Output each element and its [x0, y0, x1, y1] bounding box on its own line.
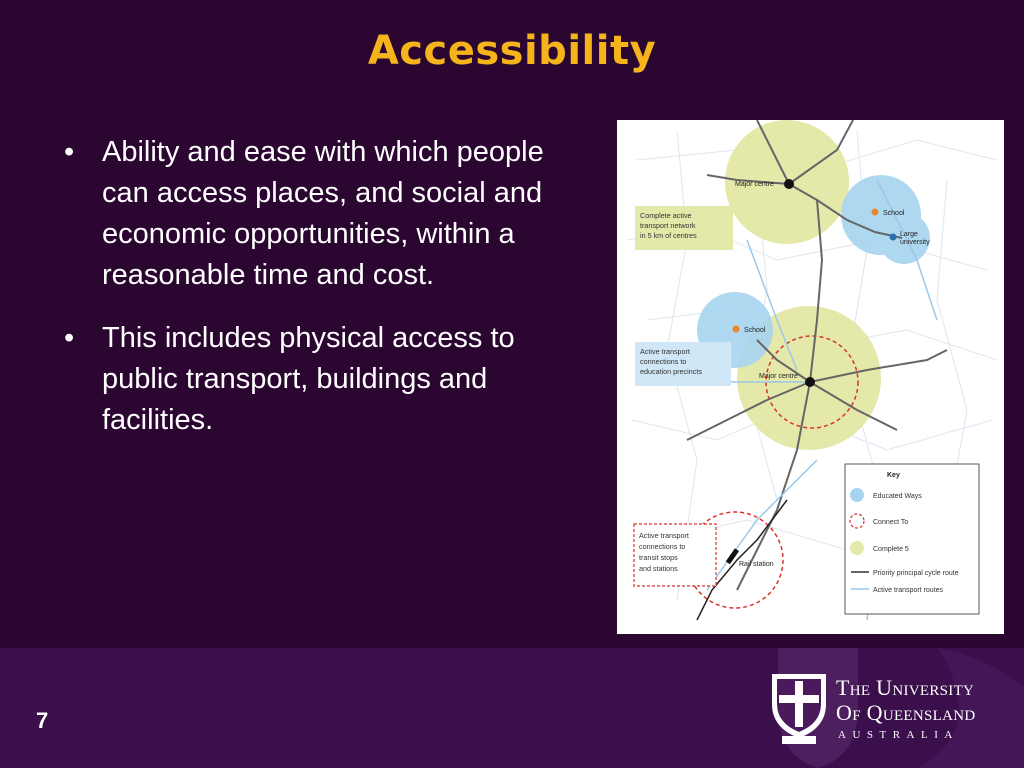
slide-title: Accessibility [367, 28, 657, 74]
map-label: School [744, 327, 766, 334]
map-label: Large [900, 231, 918, 238]
key-label: Active transport routes [873, 587, 944, 594]
callout-text: Active transport [640, 347, 690, 356]
map-label: Major centre [759, 373, 798, 380]
uq-country: AUSTRALIA [838, 729, 959, 741]
callout-text: education precincts [640, 367, 702, 376]
map-label: School [883, 210, 905, 217]
callout-transit [634, 524, 716, 586]
uq-name-line: Of Queensland [836, 700, 976, 725]
school-mid-marker [733, 326, 740, 333]
bullet-text: Ability and ease with which people can access places, and social and economic opportunities, within a reasonable time and cost. [102, 136, 544, 291]
major-centre-mid-marker [805, 377, 815, 387]
key-title: Key [887, 472, 900, 479]
callout-text: Active transport [639, 531, 689, 540]
rail-station-marker [726, 548, 739, 564]
bullet-text: This includes physical access to public transport, buildings and facilities. [102, 322, 515, 436]
key-label: Priority principal cycle route [873, 570, 959, 577]
map-label: Rail station [739, 561, 774, 568]
callout-text: and stations [639, 564, 678, 573]
school-top-marker [872, 209, 879, 216]
map-label: Major centre [735, 181, 774, 188]
callout-network [635, 206, 733, 250]
callout-text: connections to [640, 357, 687, 366]
map-key [845, 464, 979, 614]
callout-text: in 5 km of centres [640, 231, 697, 240]
key-label: Educated Ways [873, 493, 922, 500]
university-marker [890, 234, 897, 241]
uq-wordmark [836, 675, 976, 725]
bullet-list [62, 132, 572, 463]
callout-text: connections to [639, 542, 686, 551]
bullet-dot: • [64, 322, 75, 354]
callout-text: transport network [640, 221, 696, 230]
bullet-item [62, 132, 572, 296]
key-swatch-educated [850, 488, 864, 502]
callout-education [635, 342, 731, 386]
key-label: Complete 5 [873, 546, 909, 553]
map-label: university [900, 239, 930, 246]
bullet-item [62, 318, 572, 441]
key-swatch-complete [850, 541, 864, 555]
callout-text: Complete active [640, 211, 692, 220]
map-image [617, 120, 1004, 634]
callout-text: transit stops [639, 553, 678, 562]
bullet-dot: • [64, 136, 75, 168]
education-circle-university [878, 212, 930, 264]
uq-name-line: The University [836, 675, 975, 700]
page-number: 7 [36, 708, 49, 733]
key-label: Connect To [873, 519, 909, 526]
major-centre-top-marker [784, 179, 794, 189]
complete-circles [725, 120, 881, 450]
